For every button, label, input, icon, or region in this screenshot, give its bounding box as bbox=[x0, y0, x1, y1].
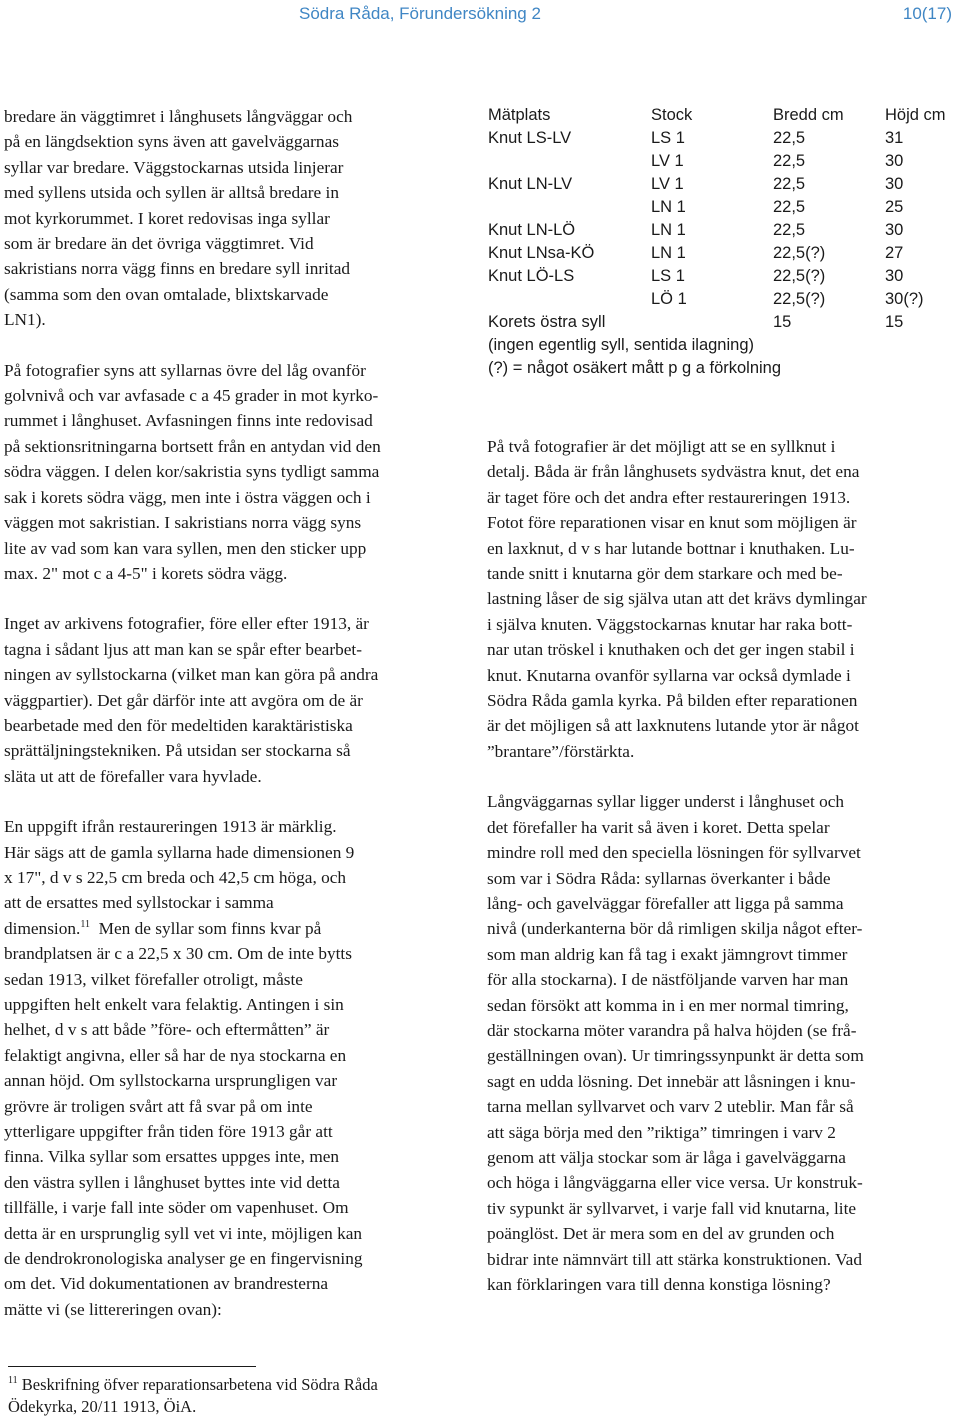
text-line: sedan 1913, vilket förefaller otroligt, måste bbox=[4, 969, 303, 989]
table-cell: LN 1 bbox=[651, 221, 686, 239]
paragraph-langvaggarnas-syllar bbox=[487, 789, 949, 1297]
table-cell: LS 1 bbox=[651, 267, 685, 285]
text-line: Här sägs att de gamla syllarna hade dimensionen 9 bbox=[4, 842, 355, 862]
column-header: Stock bbox=[651, 106, 693, 124]
table-cell: LN 1 bbox=[651, 244, 686, 262]
text-line: knut. Knutarna ovanför syllarna var också dymlade i bbox=[487, 665, 851, 685]
table-cell: 30(?) bbox=[885, 290, 924, 308]
table-row bbox=[488, 313, 958, 336]
table-cell: 30 bbox=[885, 152, 904, 170]
table-cell: LV 1 bbox=[651, 175, 684, 193]
text-line: En uppgift ifrån restaureringen 1913 är märklig. bbox=[4, 817, 337, 837]
text-line: är taget före och det andra efter restaureringen 1913. bbox=[487, 487, 851, 507]
text-line: lång- och gavelväggar förefaller att ligga på samma bbox=[487, 893, 844, 913]
document-title: Södra Råda, Förundersökning 2 bbox=[299, 4, 541, 23]
table-cell: LÖ 1 bbox=[651, 290, 687, 308]
text-line: den västra syllen i långhuset byttes inte vid detta bbox=[4, 1172, 340, 1192]
text-line: att de ersattes med syllstockar i samma bbox=[4, 893, 274, 913]
text-line: finna. Vilka syllar som ersattes uppges inte, men bbox=[4, 1147, 340, 1167]
table-row bbox=[488, 267, 958, 290]
text-line: ytterligare uppgifter från tiden före 1913 går att bbox=[4, 1122, 333, 1142]
table-cell: Knut LÖ-LS bbox=[488, 267, 575, 285]
text-line: På två fotografier är det möjligt att se en syllknut i bbox=[487, 437, 836, 456]
text-line: södra väggen. I delen kor/sakristia syns tydligt samma bbox=[4, 462, 380, 482]
text-line: bredare än väggtimret i långhusets långväggar och bbox=[4, 107, 353, 126]
text-line: på sektionsritningarna bortsett från en antydan vid den bbox=[4, 436, 381, 456]
text-line: mätte vi (se littereringen ovan): bbox=[4, 1299, 222, 1319]
text-line: ningen av syllstockarna (vilket man kan göra på andra bbox=[4, 665, 379, 685]
table-cell: 22,5 bbox=[773, 198, 806, 216]
text-line: mot kyrkorummet. I koret redovisas inga syllar bbox=[4, 208, 330, 228]
text-line: max. 2" mot c a 4-5" i korets södra vägg. bbox=[4, 563, 288, 583]
text-line: en laxknut, d v s har lutande bottnar i knuthaken. Lu- bbox=[487, 538, 855, 558]
table-note: (ingen egentlig syll, sentida ilagning) bbox=[488, 336, 754, 354]
text-line: annan höjd. Om syllstockarna ursprungligen var bbox=[4, 1071, 338, 1091]
footnote: $^{11}$ Beskrifning öfver reparationsarbetena vid Södra Råda Ödekyrka, 20/11 1913, ÖiA. bbox=[8, 1375, 378, 1416]
table-cell: 30 bbox=[885, 267, 904, 285]
table-cell: LS 1 bbox=[651, 129, 685, 147]
text-line: släta ut att de förefaller vara hyvlade. bbox=[4, 766, 262, 786]
text-line: kan förklaringen vara till denna konstiga lösning? bbox=[487, 1275, 831, 1294]
text-line: Fotot före reparationen visar en knut som möjligen är bbox=[487, 513, 857, 533]
table-cell: Knut LS-LV bbox=[488, 129, 572, 147]
table-row bbox=[488, 290, 958, 313]
text-line: med syllens utsida och syllen är alltså bredare in bbox=[4, 183, 339, 203]
left-column bbox=[4, 104, 458, 1322]
text-line: lastning låser de sig själva utan att det krävs dymlingar bbox=[487, 589, 867, 609]
text-line: poänglöst. Det är mera som en del av grunden och bbox=[487, 1224, 835, 1244]
table-cell: 22,5(?) bbox=[773, 267, 826, 285]
footnote-reference[interactable]: 11 bbox=[80, 918, 90, 930]
text-line: detta är en ursprunglig syll vet vi inte, möjligen kan bbox=[4, 1223, 363, 1243]
text-line: sak i korets södra vägg, men inte i östra väggen och i bbox=[4, 487, 371, 507]
table-cell: 27 bbox=[885, 244, 904, 262]
table-cell: Knut LNsa-KÖ bbox=[488, 244, 595, 262]
footnote-divider bbox=[8, 1366, 256, 1367]
text-line: felaktigt angivna, eller så har de nya stockarna en bbox=[4, 1045, 347, 1065]
text-line: detalj. Båda är från långhusets sydvästra knut, det ena bbox=[487, 462, 860, 482]
table-cell: 31 bbox=[885, 129, 904, 147]
text-line: sakristians norra vägg finns en bredare syll inritad bbox=[4, 259, 351, 279]
text-line: som är bredare än det övriga väggtimret. Vid bbox=[4, 234, 314, 254]
table-cell: Knut LN-LV bbox=[488, 175, 573, 193]
table-cell: 22,5 bbox=[773, 221, 806, 239]
text-line: tiv sypunkt är syllvarvet, i varje fall vid knutarna, lite bbox=[487, 1198, 857, 1218]
table-cell: 15 bbox=[773, 313, 792, 331]
text-line: x 17", d v s 22,5 cm breda och 42,5 cm höga, och bbox=[4, 867, 347, 887]
text-line: och höga i långväggarna eller vice versa. Ur konstruk- bbox=[487, 1173, 863, 1193]
table-row bbox=[488, 244, 958, 267]
text-line: tande snitt i knutarna gör dem starkare och med be- bbox=[487, 564, 843, 584]
text-line: Inget av arkivens fotografier, före eller efter 1913, är bbox=[4, 614, 369, 634]
text-line: nar utan tröskel i knuthaken och det ger ingen stabil i bbox=[487, 640, 855, 660]
paragraph-fotografier-avfasning bbox=[4, 358, 458, 587]
column-header: Höjd cm bbox=[885, 106, 946, 124]
paragraph-uppgift-1913 bbox=[4, 814, 458, 1322]
text-line: LN1). bbox=[4, 310, 46, 330]
text-line: som man aldrig kan få tag i exakt jämngrovt timmer bbox=[487, 944, 848, 964]
table-row bbox=[488, 198, 958, 221]
text-line: helhet, d v s att både ”före- och eftermåtten” är bbox=[4, 1020, 330, 1040]
text-line: de dendrokronologiska analyser ge en fingervisning bbox=[4, 1249, 363, 1269]
text-line: att säga börja med den ”riktiga” timringen i varv 2 bbox=[487, 1122, 836, 1142]
text-line: i själva knuten. Väggstockarnas knutar har raka bott- bbox=[487, 614, 853, 634]
text-line: bearbetade med den för medeltiden karaktäristiska bbox=[4, 715, 353, 735]
table-cell: 22,5 bbox=[773, 175, 806, 193]
paragraph-arkivens-fotografier bbox=[4, 611, 458, 789]
page-number: 10(17) bbox=[902, 4, 952, 23]
column-header: Mätplats bbox=[488, 106, 551, 124]
text-line: som var i Södra Råda: syllarnas överkanter i både bbox=[487, 868, 831, 888]
table-cell: Knut LN-LÖ bbox=[488, 221, 576, 239]
paragraph-syllar-bredare bbox=[4, 104, 458, 333]
text-line: På fotografier syns att syllarnas övre del låg ovanför bbox=[4, 360, 366, 380]
text-line: för alla stockarna). I de nästföljande varven har man bbox=[487, 970, 849, 990]
text-line: sagt en udda lösning. Det innebär att låsningen i knu- bbox=[487, 1071, 856, 1091]
table-cell: 22,5 bbox=[773, 152, 806, 170]
text-line: tillfälle, i varje fall inte söder om vapenhuset. Om bbox=[4, 1198, 349, 1218]
text-line: väggen mot sakristian. I sakristians norra vägg syns bbox=[4, 513, 362, 533]
table-row bbox=[488, 152, 958, 175]
column-header: Bredd cm bbox=[773, 106, 844, 124]
footnote-number: 11 bbox=[8, 1375, 18, 1386]
text-line: tarna mellan syllvarvet och varv 2 uteblir. Man får så bbox=[487, 1097, 854, 1117]
measurement-table bbox=[488, 106, 958, 382]
right-column bbox=[487, 434, 949, 1297]
text-line: där stockarna möter varandra på halva höjden (se frå- bbox=[487, 1020, 857, 1040]
text-line: lite av vad som kan vara syllen, men den sticker upp bbox=[4, 538, 367, 558]
table-cell: 22,5(?) bbox=[773, 290, 826, 308]
page-header bbox=[0, 4, 960, 24]
paragraph-syllknut bbox=[487, 434, 949, 764]
text-line: det förefaller ha varit så även i koret. Detta spelar bbox=[487, 817, 830, 837]
text-line: är det möjligen så att laxknutens lutande ytor är något bbox=[487, 716, 859, 736]
table-header-row bbox=[488, 106, 958, 129]
text-line: rummet i långhuset. Avfasningen finns inte redovisad bbox=[4, 411, 373, 431]
table-cell: 30 bbox=[885, 221, 904, 239]
table-cell: 15 bbox=[885, 313, 904, 331]
table-row bbox=[488, 129, 958, 152]
text-line: dimension.$^{11}$ Men de syllar som finns kvar på bbox=[4, 918, 322, 938]
table-cell: 30 bbox=[885, 175, 904, 193]
text-line: väggpartier). Det går därför inte att avgöra om de är bbox=[4, 690, 363, 710]
text-line: mindre roll med den speciella lösningen för syllvarvet bbox=[487, 843, 861, 863]
text-line: genom att välja stockar som är låga i gavelväggarna bbox=[487, 1147, 846, 1167]
text-line: sprättäljningstekniken. På utsidan ser stockarna så bbox=[4, 741, 351, 761]
table-cell: 22,5 bbox=[773, 129, 806, 147]
text-line: uppgiften helt enkelt vara felaktig. Antingen i sin bbox=[4, 995, 344, 1014]
table-cell: LV 1 bbox=[651, 152, 684, 170]
text-line: sedan försökt att komma in i en mer normal timring, bbox=[487, 995, 849, 1015]
table-cell: Korets östra syll bbox=[488, 313, 606, 331]
text-line: golvnivå och var avfasade c a 45 grader in mot kyrko- bbox=[4, 386, 379, 406]
text-line: på en längdsektion syns även att gavelväggarnas bbox=[4, 132, 339, 152]
table-row bbox=[488, 175, 958, 198]
text-line: nivå (underkanterna bör då rimligen skilja något efter- bbox=[487, 919, 863, 939]
table-row bbox=[488, 221, 958, 244]
text-line: Långväggarnas syllar ligger underst i långhuset och bbox=[487, 792, 845, 812]
table-note: (?) = något osäkert mått p g a förkolning bbox=[488, 359, 782, 377]
text-line: bidrar inte nämnvärt till att stärka konstruktionen. Vad bbox=[487, 1249, 862, 1269]
text-line: brandplatsen är c a 22,5 x 30 cm. Om de inte bytts bbox=[4, 944, 352, 964]
table-cell: 22,5(?) bbox=[773, 244, 826, 262]
text-line: syllar var bredare. Väggstockarnas utsida linjerar bbox=[4, 157, 344, 177]
table-cell: LN 1 bbox=[651, 198, 686, 216]
text-line: (samma som den ovan omtalade, blixtskarvade bbox=[4, 284, 329, 304]
text-line: tagna i sådant ljus att man kan se spår efter bearbet- bbox=[4, 639, 362, 659]
text-line: Södra Råda gamla kyrka. På bilden efter reparationen bbox=[487, 691, 858, 711]
text-line: grövre är troligen svårt att få svar på om inte bbox=[4, 1096, 313, 1116]
text-line: om det. Vid dokumentationen av brandresterna bbox=[4, 1274, 329, 1294]
table-cell: 25 bbox=[885, 198, 904, 216]
text-line: ”brantare”/förstärkta. bbox=[487, 741, 635, 761]
text-line: geställningen ovan). Ur timringssynpunkt är detta som bbox=[487, 1046, 864, 1066]
